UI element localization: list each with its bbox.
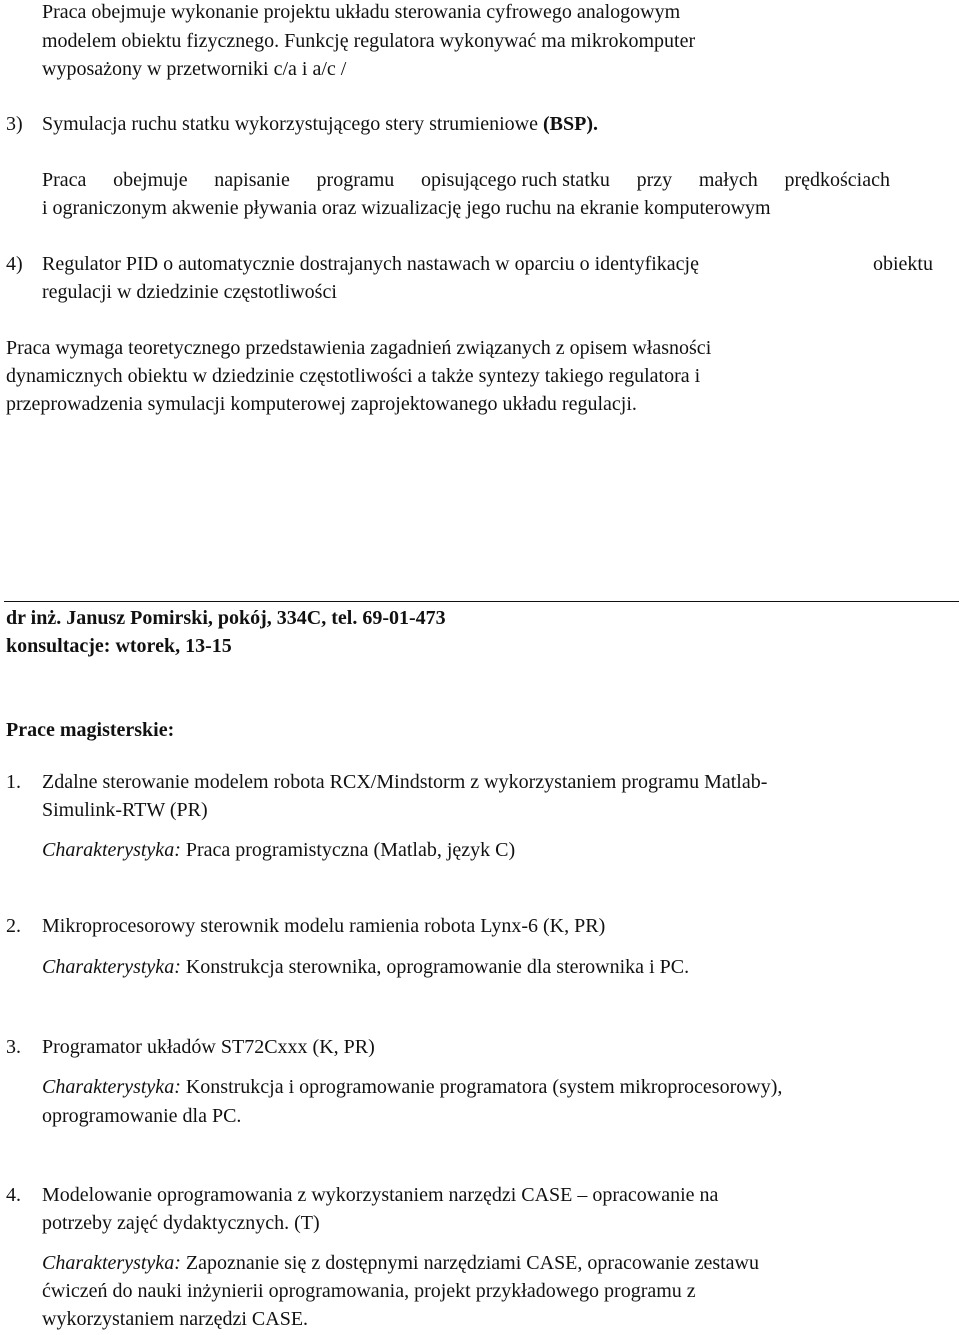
- para-line-1: Praca wymaga teoretycznego przedstawienia zagadnień związanych z opisem własności: [6, 337, 712, 359]
- item-3-desc-line-2: i ograniczonym akwenie pływania oraz wizualizację jego ruchu na ekranie komputerowym: [42, 197, 771, 219]
- item-4-title-line-1: Regulator PID o automatycznie dostrajanych nastawach w oparciu o identyfikację: [42, 253, 699, 275]
- thesis-2-number: 2.: [6, 915, 21, 937]
- thesis-2-title: Mikroprocesorowy sterownik modelu ramienia robota Lynx-6 (K, PR): [42, 915, 606, 937]
- item-4-title-line-1-end: obiektu: [873, 253, 933, 275]
- thesis-3-characteristics-line-2: oprogramowanie dla PC.: [42, 1105, 242, 1127]
- section-title: Prace magisterskie:: [6, 719, 175, 741]
- thesis-3-number: 3.: [6, 1036, 21, 1058]
- item-3-title: [42, 112, 598, 136]
- supervisor-contact: dr inż. Janusz Pomirski, pokój, 334C, tel. 69-01-473: [6, 607, 446, 629]
- characteristics-label: Charakterystyka:: [42, 956, 181, 978]
- thesis-4-characteristics: [42, 1251, 759, 1275]
- characteristics-label: Charakterystyka:: [42, 1076, 181, 1098]
- item-4-number: 4): [6, 253, 23, 275]
- word: opisującego ruch statku: [421, 169, 610, 191]
- thesis-1-title-line-1: Zdalne sterowanie modelem robota RCX/Mindstorm z wykorzystaniem programu Matlab-: [42, 771, 768, 793]
- word: napisanie: [214, 169, 290, 191]
- thesis-3-characteristics: [42, 1075, 782, 1099]
- thesis-3-title: Programator układów ST72Cxxx (K, PR): [42, 1036, 375, 1058]
- para-line-3: przeprowadzenia symulacji komputerowej zaprojektowanego układu regulacji.: [6, 393, 637, 415]
- characteristics-text: Praca programistyczna (Matlab, język C): [180, 839, 516, 861]
- intro-line-1: Praca obejmuje wykonanie projektu układu sterowania cyfrowego analogowym: [42, 1, 681, 23]
- characteristics-text: Zapoznanie się z dostępnymi narzędziami CASE, opracowanie zestawu: [180, 1252, 759, 1274]
- thesis-1-characteristics: [42, 838, 515, 862]
- characteristics-text: Konstrukcja sterownika, oprogramowanie dla sterownika i PC.: [180, 956, 690, 978]
- thesis-4-number: 4.: [6, 1184, 21, 1206]
- section-divider: [4, 601, 959, 602]
- item-4-title-line-2: regulacji w dziedzinie częstotliwości: [42, 281, 337, 303]
- thesis-4-characteristics-line-3: wykorzystaniem narzędzi CASE.: [42, 1308, 309, 1330]
- thesis-4-title-line-2: potrzeby zajęć dydaktycznych. (T): [42, 1212, 320, 1234]
- characteristics-label: Charakterystyka:: [42, 839, 181, 861]
- item-3-desc-line-1: [42, 168, 890, 192]
- word: obejmuje: [113, 169, 188, 191]
- thesis-4-title-line-1: Modelowanie oprogramowania z wykorzystaniem narzędzi CASE – opracowanie na: [42, 1184, 719, 1206]
- word: Praca: [42, 169, 87, 191]
- thesis-1-title-line-2: Simulink-RTW (PR): [42, 799, 208, 821]
- word: prędkościach: [784, 169, 890, 191]
- word: przy: [636, 169, 673, 191]
- item-3-number: 3): [6, 113, 23, 135]
- intro-line-2: modelem obiektu fizycznego. Funkcję regulatora wykonywać ma mikrokomputer: [42, 30, 696, 52]
- intro-line-3: wyposażony w przetworniki c/a i a/c /: [42, 58, 347, 80]
- para-line-2: dynamicznych obiektu w dziedzinie częstotliwości a także syntezy takiego regulatora i: [6, 365, 701, 387]
- word: małych: [698, 169, 758, 191]
- item-3-title-text: Symulacja ruchu statku wykorzystującego stery strumieniowe: [42, 113, 543, 135]
- word: programu: [316, 169, 395, 191]
- item-3-title-acronym: (BSP).: [543, 113, 598, 135]
- thesis-4-characteristics-line-2: ćwiczeń do nauki inżynierii oprogramowania, projekt przykładowego programu z: [42, 1280, 696, 1302]
- characteristics-text: Konstrukcja i oprogramowanie programatora (system mikroprocesorowy),: [180, 1076, 783, 1098]
- thesis-1-number: 1.: [6, 771, 21, 793]
- thesis-2-characteristics: [42, 955, 689, 979]
- consultation-hours: konsultacje: wtorek, 13-15: [6, 635, 232, 657]
- characteristics-label: Charakterystyka:: [42, 1252, 181, 1274]
